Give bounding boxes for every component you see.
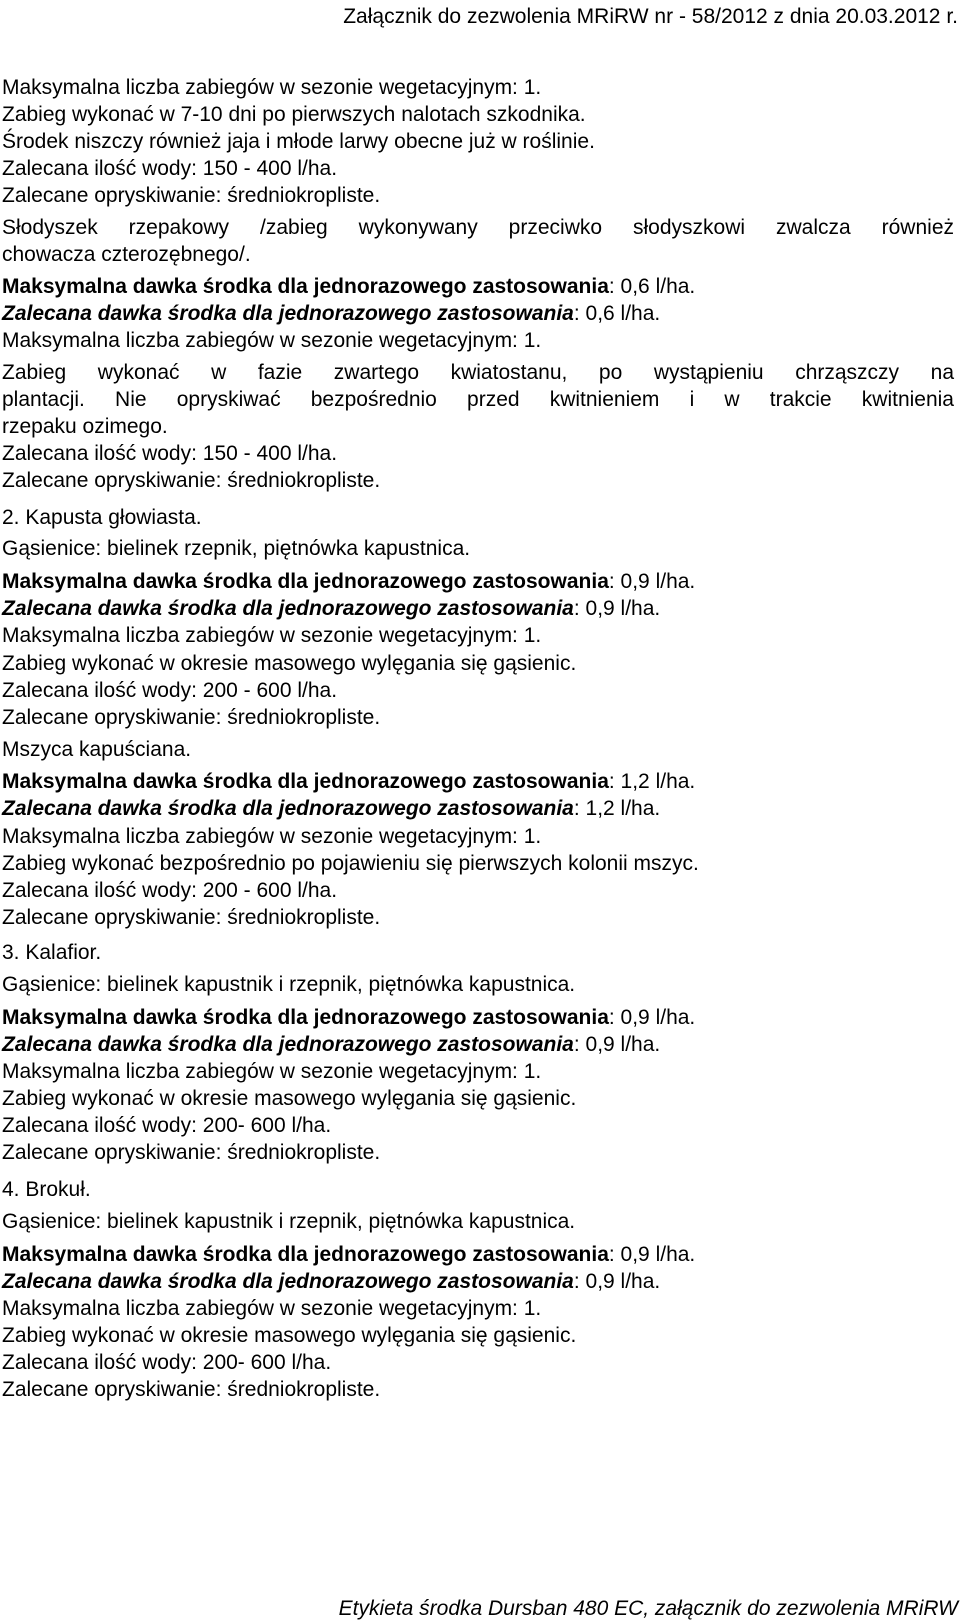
text-line: plantacji. Nie opryskiwać bezpośrednio przed kwitnieniem i w trakcie kwitnienia xyxy=(2,388,954,411)
text-line: Zabieg wykonać w 7-10 dni po pierwszych nalotach szkodnika. xyxy=(2,103,586,126)
text-line: Zalecane opryskiwanie: średniokropliste. xyxy=(2,706,381,729)
dose-line: Maksymalna dawka środka dla jednorazowego zastosowania: 0,9 l/ha. xyxy=(2,1243,696,1266)
text-line: Maksymalna liczba zabiegów w sezonie wegetacyjnym: 1. xyxy=(2,1297,542,1320)
text-line: chowacza czterozębnego/. xyxy=(2,243,251,266)
dose-line: Maksymalna dawka środka dla jednorazowego zastosowania: 1,2 l/ha. xyxy=(2,770,696,793)
text-line: Maksymalna liczba zabiegów w sezonie wegetacyjnym: 1. xyxy=(2,76,542,99)
text-line: Zalecane opryskiwanie: średniokropliste. xyxy=(2,1141,381,1164)
text-line: Słodyszek rzepakowy /zabieg wykonywany przeciwko słodyszkowi zwalcza również xyxy=(2,216,954,239)
dose-line: Zalecana dawka środka dla jednorazowego zastosowania: 0,9 l/ha. xyxy=(2,1033,661,1056)
dose-line: Maksymalna dawka środka dla jednorazowego zastosowania: 0,6 l/ha. xyxy=(2,275,696,298)
text-line: Zalecana ilość wody: 200- 600 l/ha. xyxy=(2,1351,332,1374)
dose-line: Zalecana dawka środka dla jednorazowego zastosowania: 0,9 l/ha. xyxy=(2,597,661,620)
dose-line: Maksymalna dawka środka dla jednorazowego zastosowania: 0,9 l/ha. xyxy=(2,570,696,593)
text-line: Zalecane opryskiwanie: średniokropliste. xyxy=(2,184,381,207)
text-line: Gąsienice: bielinek kapustnik i rzepnik, piętnówka kapustnica. xyxy=(2,1210,576,1233)
dose-line: Zalecana dawka środka dla jednorazowego zastosowania: 1,2 l/ha. xyxy=(2,797,661,820)
text-line: Zalecane opryskiwanie: średniokropliste. xyxy=(2,469,381,492)
text-line: Maksymalna liczba zabiegów w sezonie wegetacyjnym: 1. xyxy=(2,624,542,647)
dose-line: Zalecana dawka środka dla jednorazowego zastosowania: 0,6 l/ha. xyxy=(2,302,661,325)
text-line: Maksymalna liczba zabiegów w sezonie wegetacyjnym: 1. xyxy=(2,329,542,352)
dose-line: Maksymalna dawka środka dla jednorazowego zastosowania: 0,9 l/ha. xyxy=(2,1006,696,1029)
text-line: Zabieg wykonać w okresie masowego wylęgania się gąsienic. xyxy=(2,1324,577,1347)
text-line: Maksymalna liczba zabiegów w sezonie wegetacyjnym: 1. xyxy=(2,1060,542,1083)
section-heading: 2. Kapusta głowiasta. xyxy=(2,506,202,529)
text-line: Mszyca kapuściana. xyxy=(2,738,192,761)
text-line: Zabieg wykonać w okresie masowego wylęgania się gąsienic. xyxy=(2,1087,577,1110)
text-line: Zalecana ilość wody: 200 - 600 l/ha. xyxy=(2,879,338,902)
text-line: Gąsienice: bielinek rzepnik, piętnówka kapustnica. xyxy=(2,537,471,560)
text-line: Zalecana ilość wody: 150 - 400 l/ha. xyxy=(2,442,338,465)
text-line: Zabieg wykonać w fazie zwartego kwiatostanu, po wystąpieniu chrząszczy na xyxy=(2,361,954,384)
page-header: Załącznik do zezwolenia MRiRW nr - 58/2012 z dnia 20.03.2012 r. xyxy=(343,5,958,28)
text-line: rzepaku ozimego. xyxy=(2,415,168,438)
text-line: Zalecane opryskiwanie: średniokropliste. xyxy=(2,906,381,929)
text-line: Zabieg wykonać w okresie masowego wylęgania się gąsienic. xyxy=(2,652,577,675)
text-line: Gąsienice: bielinek kapustnik i rzepnik, piętnówka kapustnica. xyxy=(2,973,576,996)
text-line: Maksymalna liczba zabiegów w sezonie wegetacyjnym: 1. xyxy=(2,825,542,848)
dose-line: Zalecana dawka środka dla jednorazowego zastosowania: 0,9 l/ha. xyxy=(2,1270,661,1293)
section-heading: 4. Brokuł. xyxy=(2,1178,91,1201)
text-line: Zalecana ilość wody: 150 - 400 l/ha. xyxy=(2,157,338,180)
text-line: Zalecana ilość wody: 200 - 600 l/ha. xyxy=(2,679,338,702)
page-footer: Etykieta środka Dursban 480 EC, załącznik do zezwolenia MRiRW xyxy=(338,1597,958,1620)
text-line: Zabieg wykonać bezpośrednio po pojawieniu się pierwszych kolonii mszyc. xyxy=(2,852,699,875)
text-line: Zalecana ilość wody: 200- 600 l/ha. xyxy=(2,1114,332,1137)
text-line: Zalecane opryskiwanie: średniokropliste. xyxy=(2,1378,381,1401)
text-line: Środek niszczy również jaja i młode larwy obecne już w roślinie. xyxy=(2,130,595,153)
section-heading: 3. Kalafior. xyxy=(2,941,102,964)
